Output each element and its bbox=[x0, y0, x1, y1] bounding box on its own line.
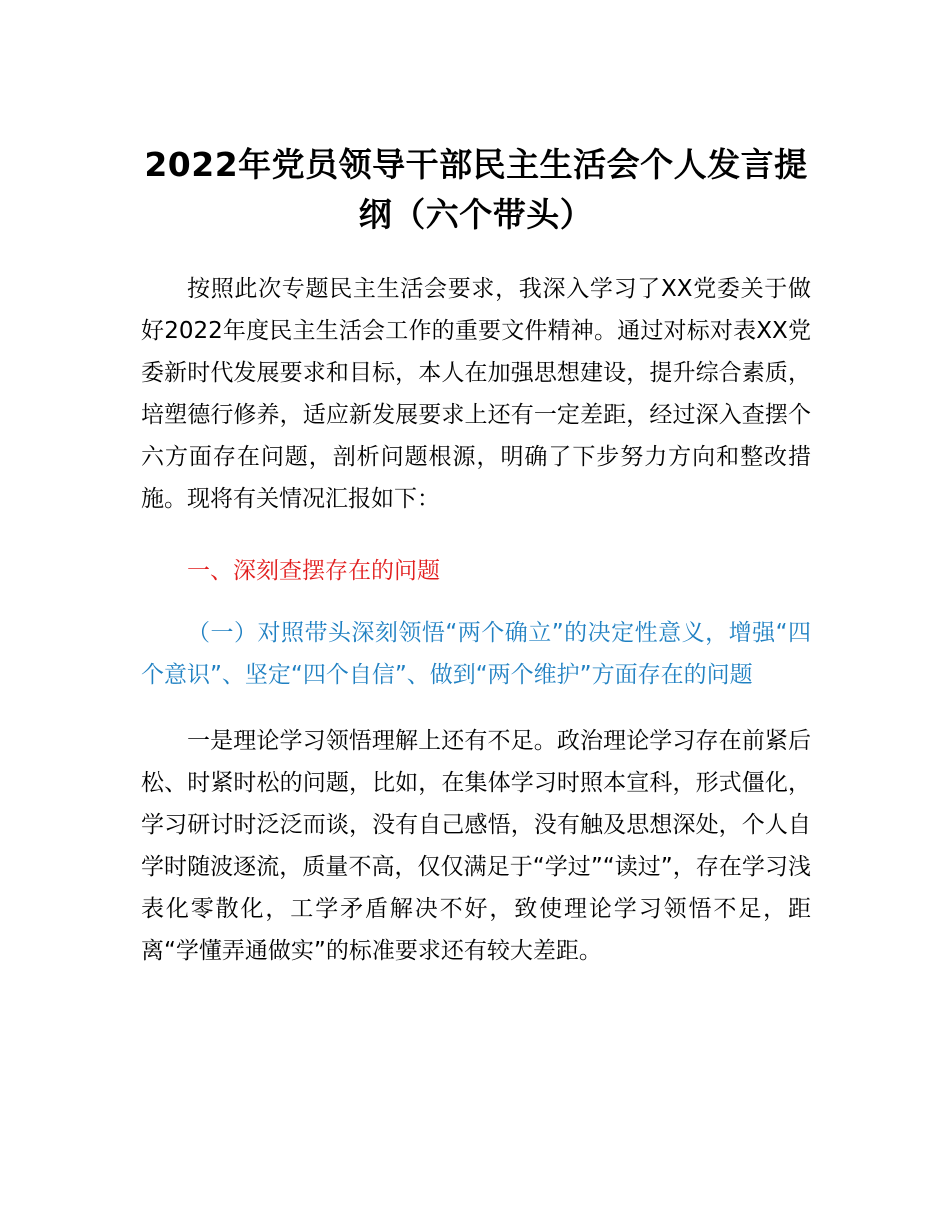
document-content bbox=[141, 140, 811, 972]
body-paragraph: 一是理论学习领悟理解上还有不足。政治理论学习存在前紧后松、时紧时松的问题，比如，在集体学习时照本宣科，形式僵化，学习研讨时泛泛而谈，没有自己感悟，没有触及思想深处，个人自学时随波逐流，质量不高，仅仅满足于“学过”“读过”，存在学习浅表化零散化，工学矛盾解决不好，致使理论学习领悟不足，距离“学懂弄通做实”的标准要求还有较大差距。 bbox=[141, 728, 811, 964]
subsection-heading: （一）对照带头深刻领悟“两个确立”的决定性意义，增强“四个意识”、坚定“四个自信”、做到“两个维护”方面存在的问题 bbox=[141, 620, 811, 688]
intro-paragraph: 按照此次专题民主生活会要求，我深入学习了XX党委关于做好2022年度民主生活会工作的重要文件精神。通过对标对表XX党委新时代发展要求和目标，本人在加强思想建设，提升综合素质，培塑德行修养，适应新发展要求上还有一定差距，经过深入查摆个六方面存在问题，剖析问题根源，明确了下步努力方向和整改措施。现将有关情况汇报如下： bbox=[141, 276, 811, 512]
document-title: 2022年党员领导干部民主生活会个人发言提纲（六个带头） bbox=[144, 145, 808, 234]
section-heading: 一、深刻查摆存在的问题 bbox=[187, 558, 440, 584]
